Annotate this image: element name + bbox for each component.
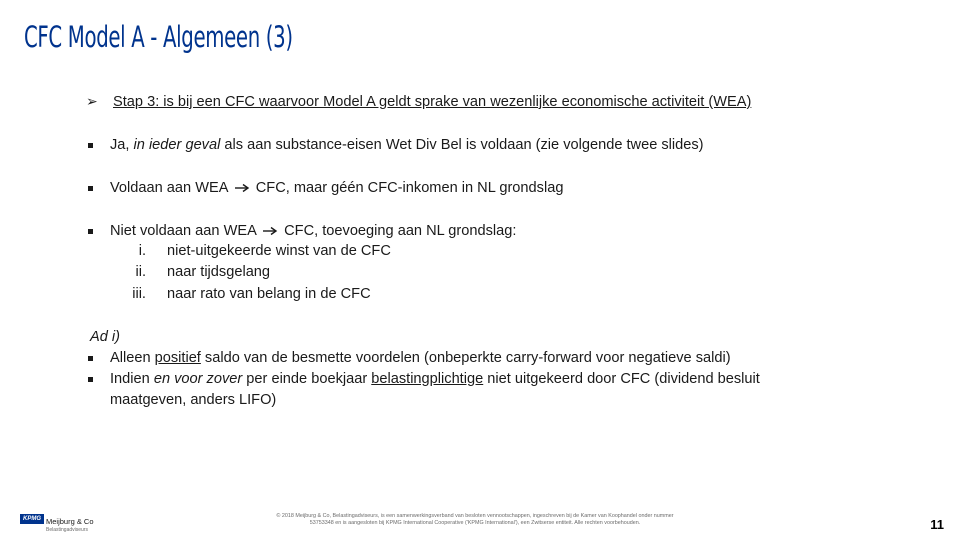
square-bullet-icon bbox=[88, 356, 93, 361]
sub-item-text: niet-uitgekeerde winst van de CFC bbox=[167, 243, 391, 259]
sub-item-number: i. bbox=[138, 243, 146, 259]
kpmg-logo-mark: KPMG bbox=[20, 514, 44, 524]
square-bullet-icon bbox=[88, 229, 93, 234]
sub-item-number: ii. bbox=[135, 264, 146, 280]
bullet-text: CFC, maar géén CFC-inkomen in NL grondslag bbox=[251, 180, 564, 196]
square-bullet-icon bbox=[88, 186, 93, 191]
arrow-bullet-icon: ➢ bbox=[86, 93, 98, 109]
right-arrow-icon bbox=[262, 226, 278, 236]
company-logo bbox=[20, 508, 100, 538]
ad-bullet-indien-continued: maatgeven, anders LIFO) bbox=[110, 392, 277, 408]
right-arrow-icon bbox=[234, 183, 250, 193]
slide-title: CFC Model A - Algemeen (3) bbox=[24, 20, 293, 54]
sub-item-number: iii. bbox=[132, 286, 146, 302]
bullet-text: Indien bbox=[110, 371, 154, 387]
bullet-text: per einde boekjaar bbox=[242, 371, 372, 387]
bullet-wea-ja bbox=[110, 136, 704, 154]
step-heading: Stap 3: is bij een CFC waarvoor Model A geldt sprake van wezenlijke economische activiteit (WEA) bbox=[113, 94, 752, 110]
square-bullet-icon bbox=[88, 143, 93, 148]
bullet-underlined: positief bbox=[154, 350, 201, 366]
square-bullet-icon bbox=[88, 377, 93, 382]
bullet-text: als aan substance-eisen Wet Div Bel is voldaan (zie volgende twee slides) bbox=[220, 137, 704, 153]
bullet-text: saldo van de besmette voordelen (onbeperkte carry-forward voor negatieve saldi) bbox=[200, 350, 731, 366]
footer-legal-line: © 2018 Meijburg & Co, Belastingadviseurs, is een samenwerkingsverband van besloten vennootschappen, ingeschreven bij de Kamer van Koophandel onder nummer bbox=[276, 513, 674, 519]
bullet-underlined: belastingplichtige bbox=[371, 371, 484, 387]
sub-item-text: naar rato van belang in de CFC bbox=[167, 286, 371, 302]
footer-legal bbox=[240, 513, 710, 527]
page-number: 11 bbox=[930, 517, 944, 532]
bullet-text: Ja, bbox=[110, 137, 134, 153]
bullet-text: Alleen bbox=[110, 350, 155, 366]
logo-company-subtitle: Belastingadviseurs bbox=[46, 527, 88, 533]
ad-bullet-indien bbox=[110, 370, 760, 388]
ad-bullet-positief bbox=[110, 349, 731, 367]
sub-item-text: naar tijdsgelang bbox=[167, 264, 271, 280]
bullet-text: Niet voldaan aan WEA bbox=[110, 223, 261, 239]
ad-heading: Ad i) bbox=[90, 329, 121, 345]
bullet-emphasis: in ieder geval bbox=[133, 137, 221, 153]
bullet-text: niet uitgekeerd door CFC (dividend besluit bbox=[483, 371, 760, 387]
bullet-emphasis: en voor zover bbox=[153, 371, 243, 387]
logo-company-name: Meijburg & Co bbox=[46, 517, 94, 526]
bullet-text: CFC, toevoeging aan NL grondslag: bbox=[280, 223, 517, 239]
bullet-wea-niet-voldaan bbox=[110, 222, 516, 240]
footer-legal-line: 53753348 en is aangesloten bij KPMG International Cooperative ('KPMG International'), een Zwitserse entiteit. Alle rechten voorbehouden. bbox=[309, 520, 641, 526]
bullet-wea-voldaan bbox=[110, 179, 563, 197]
bullet-text: Voldaan aan WEA bbox=[110, 180, 232, 196]
